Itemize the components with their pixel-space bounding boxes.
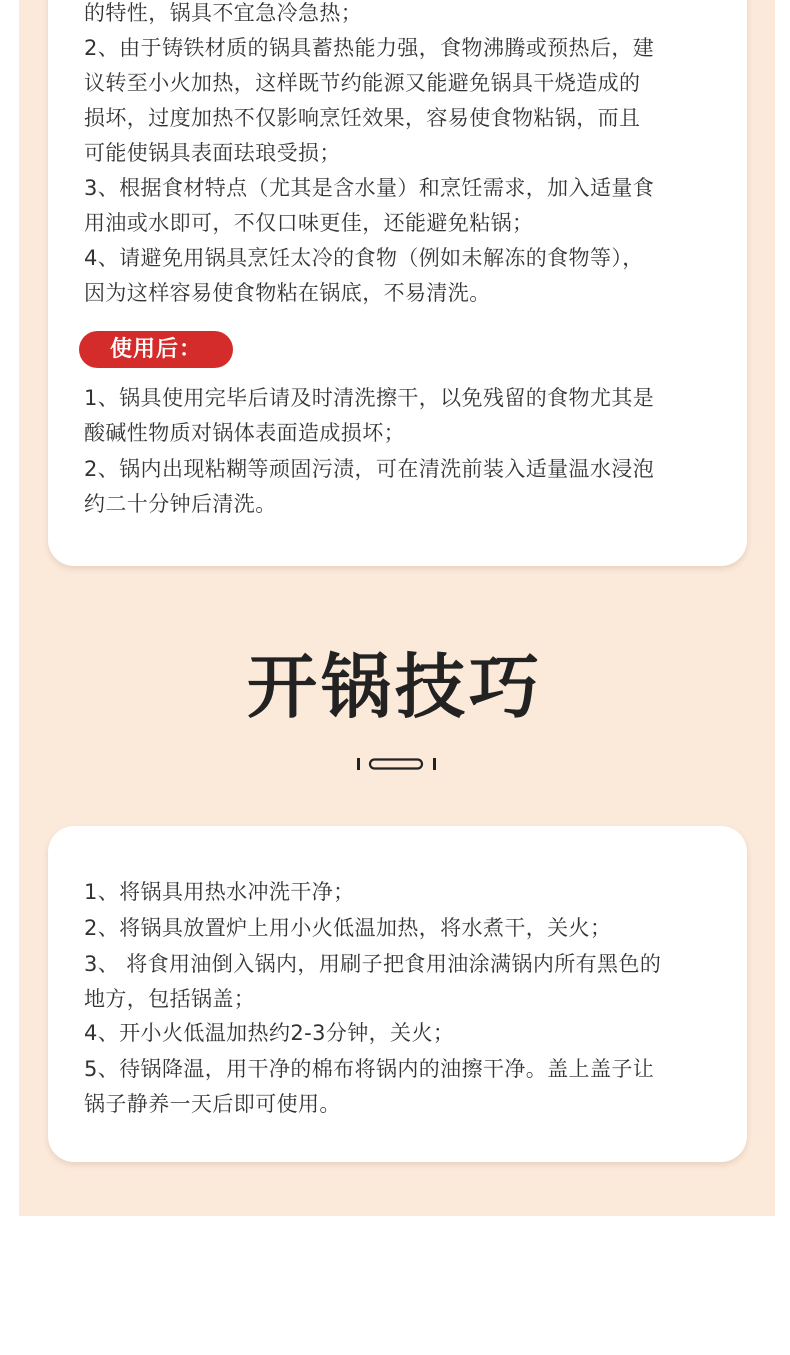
title-divider (357, 757, 437, 771)
usage-line: 2、由于铸铁材质的锅具蓄热能力强，食物沸腾或预热后，建 (84, 36, 655, 60)
seasoning-line: 1、将锅具用热水冲洗干净； (84, 880, 355, 904)
usage-line: 的特性，锅具不宜急冷急热； (84, 1, 363, 25)
section-title: 开锅技巧 (247, 646, 543, 728)
seasoning-line: 5、待锅降温，用干净的棉布将锅内的油擦干净。盖上盖子让 (84, 1057, 655, 1081)
after-use-line: 2、锅内出现粘糊等顽固污渍，可在清洗前装入适量温水浸泡 (84, 457, 655, 481)
usage-line: 可能使锅具表面珐琅受损； (84, 141, 341, 165)
usage-line: 用油或水即可，不仅口味更佳，还能避免粘锅； (84, 211, 534, 235)
after-use-badge: 使用后： (79, 331, 233, 368)
seasoning-line: 锅子静养一天后即可使用。 (84, 1092, 341, 1116)
seasoning-line: 4、开小火低温加热约2-3分钟，关火； (84, 1021, 455, 1045)
usage-line: 4、请避免用锅具烹饪太冷的食物（例如未解冻的食物等）， (84, 246, 644, 270)
seasoning-line: 3、 将食用油倒入锅内，用刷子把食用油涂满锅内所有黑色的 (84, 952, 662, 976)
seasoning-line: 地方，包括锅盖； (84, 987, 256, 1011)
usage-line: 议转至小火加热，这样既节约能源又能避免锅具干烧造成的 (84, 71, 641, 95)
after-use-line: 1、锅具使用完毕后请及时清洗擦干，以免残留的食物尤其是 (84, 386, 655, 410)
after-use-line: 酸碱性物质对锅体表面造成损坏； (84, 421, 405, 445)
seasoning-line: 2、将锅具放置炉上用小火低温加热，将水煮干，关火； (84, 916, 612, 940)
usage-line: 因为这样容易使食物粘在锅底，不易清洗。 (84, 281, 491, 305)
usage-line: 3、根据食材特点（尤其是含水量）和烹饪需求，加入适量食 (84, 176, 655, 200)
usage-line: 损坏，过度加热不仅影响烹饪效果，容易使食物粘锅，而且 (84, 106, 641, 130)
after-use-line: 约二十分钟后清洗。 (84, 492, 277, 516)
